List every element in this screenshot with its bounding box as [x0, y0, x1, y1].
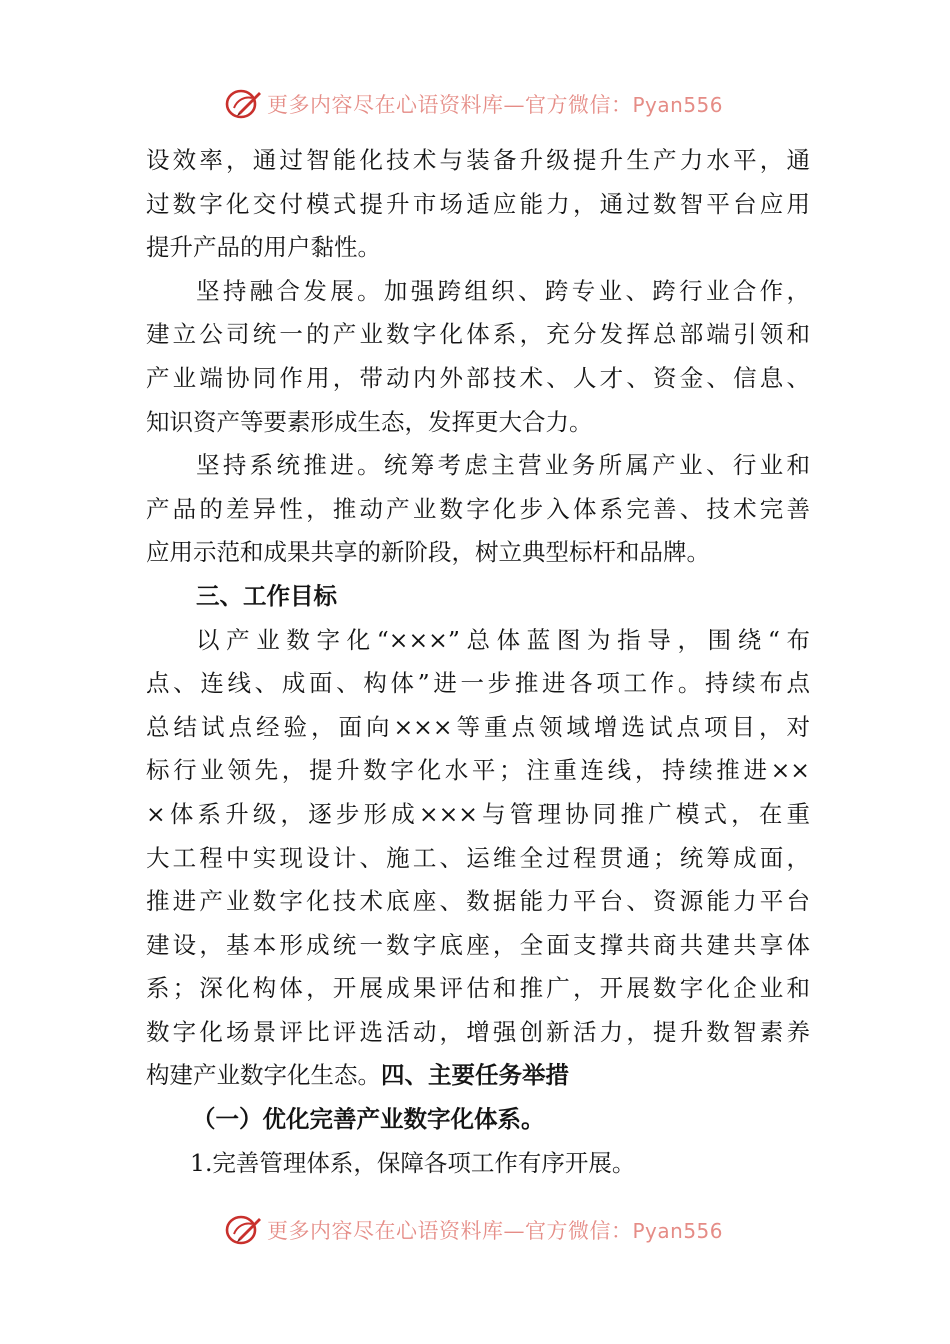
- watermark-text: 更多内容尽在心语资料库—官方微信：Pyan556: [267, 93, 724, 117]
- text-line-4: 坚持融合发展。加强跨组织、跨专业、跨行业合作，: [196, 276, 810, 305]
- section-heading-3: 三、工作目标: [196, 581, 337, 610]
- text-line-22: [146, 1054, 810, 1098]
- text-line-1: 设效率，通过智能化技术与装备升级提升生产力水平，通: [146, 146, 810, 174]
- section-heading-4: 四、主要任务举措: [381, 1061, 569, 1090]
- text-line-5: 建立公司统一的产业数字化体系，充分发挥总部端引领和: [146, 320, 810, 349]
- text-line-8: 坚持系统推进。统筹考虑主营业务所属产业、行业和: [196, 451, 810, 480]
- text-line-20: 系；深化构体，开展成果评估和推广，开展数字化企业和: [146, 974, 810, 1003]
- watermark-text: 更多内容尽在心语资料库—官方微信：Pyan556: [267, 1219, 724, 1243]
- text-line-24: 1.完善管理体系，保障各项工作有序开展。: [190, 1148, 636, 1177]
- text-line-3: 提升产品的用户黏性。: [146, 233, 381, 262]
- text-line-21: 数字化场景评比评选活动，增强创新活力，提升数智素养: [146, 1017, 810, 1046]
- text-line-15: 标行业领先，提升数字化水平；注重连线，持续推进××: [146, 756, 810, 785]
- text-line-19: 建设，基本形成统一数字底座，全面支撑共商共建共享体: [146, 930, 810, 959]
- text-line-13: 点、连线、成面、构体”进一步推进各项工作。持续布点: [146, 669, 810, 698]
- subsection-heading-1: （一）优化完善产业数字化体系。: [192, 1105, 545, 1134]
- text-line-7: 知识资产等要素形成生态，发挥更大合力。: [146, 407, 593, 436]
- text-line-18: 推进产业数字化技术底座、数据能力平台、资源能力平台: [146, 887, 810, 916]
- text-line-14: 总结试点经验，面向×××等重点领域增选试点项目，对: [146, 712, 810, 741]
- text-line-16: ×体系升级，逐步形成×××与管理协同推广模式，在重: [146, 799, 810, 828]
- watermark-bottom: [225, 1212, 723, 1248]
- text-line-17: 大工程中实现设计、施工、运维全过程贯通；统筹成面，: [146, 843, 810, 872]
- pen-logo-icon: [225, 1212, 263, 1248]
- watermark-top: [225, 86, 723, 122]
- text-line-12: 以产业数字化“×××”总体蓝图为指导，围绕“布: [196, 625, 810, 654]
- text-line-6: 产业端协同作用，带动内外部技术、人才、资金、信息、: [146, 363, 810, 392]
- text-line-10: 应用示范和成果共享的新阶段，树立典型标杆和品牌。: [146, 538, 710, 567]
- text-line-2: 过数字化交付模式提升市场适应能力，通过数智平台应用: [146, 189, 810, 218]
- pen-logo-icon: [225, 86, 263, 122]
- document-body: [146, 139, 810, 1185]
- text-line-22-body: 构建产业数字化生态。: [146, 1061, 381, 1090]
- text-line-9: 产品的差异性，推动产业数字化步入体系完善、技术完善: [146, 494, 810, 523]
